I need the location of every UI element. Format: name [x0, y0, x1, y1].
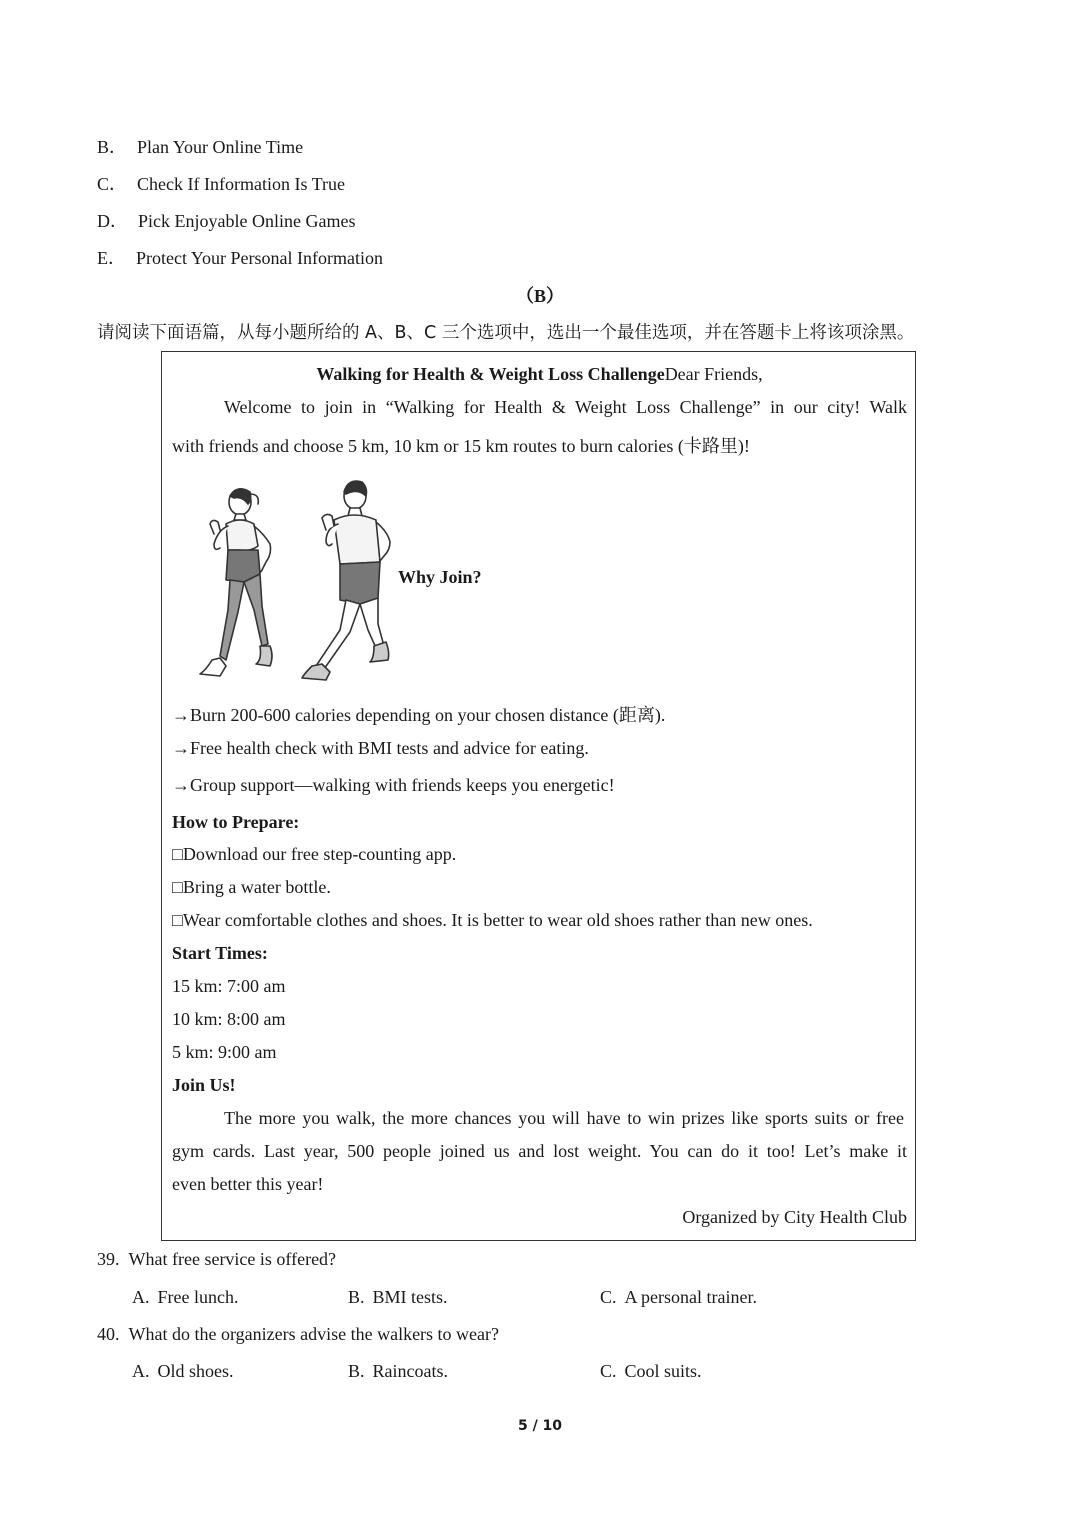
q39-option-c: C. A personal trainer.	[600, 1287, 757, 1307]
why-join-item: →Burn 200-600 calories depending on your chosen distance (距离).	[172, 705, 666, 725]
intro-line-1: Welcome to join in “Walking for Health & Weight Loss Challenge” in our city! Walk	[224, 397, 907, 417]
join-line-1: The more you walk, the more chances you will have to win prizes like sports suits or free	[224, 1108, 904, 1128]
why-join-item: →Group support—walking with friends keeps you energetic!	[172, 775, 615, 795]
question-39	[97, 1249, 336, 1270]
walkers-illustration	[190, 470, 410, 690]
option-d: D． Pick Enjoyable Online Games	[97, 211, 356, 231]
why-join-heading: Why Join?	[398, 567, 482, 587]
question-number: 39.	[97, 1249, 120, 1269]
option-b: B． Plan Your Online Time	[97, 137, 304, 157]
q39-option-b: B. BMI tests.	[348, 1287, 448, 1307]
organizer-signature: Organized by City Health Club	[682, 1207, 907, 1227]
prepare-heading: How to Prepare:	[172, 812, 300, 832]
passage-heading	[172, 364, 907, 385]
section-label: （B）	[515, 286, 564, 306]
intro-line-2: with friends and choose 5 km, 10 km or 15 km routes to burn calories (卡路里)!	[172, 436, 750, 456]
passage-greeting: Dear Friends,	[664, 364, 763, 384]
join-line-2: gym cards. Last year, 500 people joined us and lost weight. You can do it too! Let’s make it	[172, 1141, 907, 1161]
option-c: C． Check If Information Is True	[97, 174, 345, 194]
prepare-item: □Bring a water bottle.	[172, 877, 331, 897]
question-40	[97, 1324, 499, 1345]
question-text: What free service is offered?	[128, 1249, 337, 1269]
start-times-heading: Start Times:	[172, 943, 268, 963]
start-time-item: 10 km: 8:00 am	[172, 1009, 286, 1029]
start-time-item: 15 km: 7:00 am	[172, 976, 286, 996]
q40-option-a: A. Old shoes.	[132, 1361, 234, 1381]
question-text: What do the organizers advise the walkers to wear?	[128, 1324, 500, 1344]
prepare-item: □Download our free step-counting app.	[172, 844, 457, 864]
option-e: E． Protect Your Personal Information	[97, 248, 383, 268]
prepare-item: □Wear comfortable clothes and shoes. It is better to wear old shoes rather than new ones.	[172, 910, 813, 930]
q40-option-b: B. Raincoats.	[348, 1361, 448, 1381]
q39-option-a: A. Free lunch.	[132, 1287, 239, 1307]
join-us-heading: Join Us!	[172, 1075, 236, 1095]
start-time-item: 5 km: 9:00 am	[172, 1042, 277, 1062]
passage-title: Walking for Health & Weight Loss Challenge	[316, 364, 665, 384]
why-join-item: →Free health check with BMI tests and advice for eating.	[172, 738, 589, 758]
question-number: 40.	[97, 1324, 120, 1344]
q40-option-c: C. Cool suits.	[600, 1361, 702, 1381]
page-number: 5 / 10	[517, 1418, 563, 1434]
man-walker-figure	[302, 481, 390, 680]
join-line-3: even better this year!	[172, 1174, 324, 1194]
instruction-text: 请阅读下面语篇，从每小题所给的 A、B、C 三个选项中，选出一个最佳选项，并在答题卡上将该项涂黑。	[97, 323, 915, 343]
woman-walker-figure	[200, 489, 272, 676]
